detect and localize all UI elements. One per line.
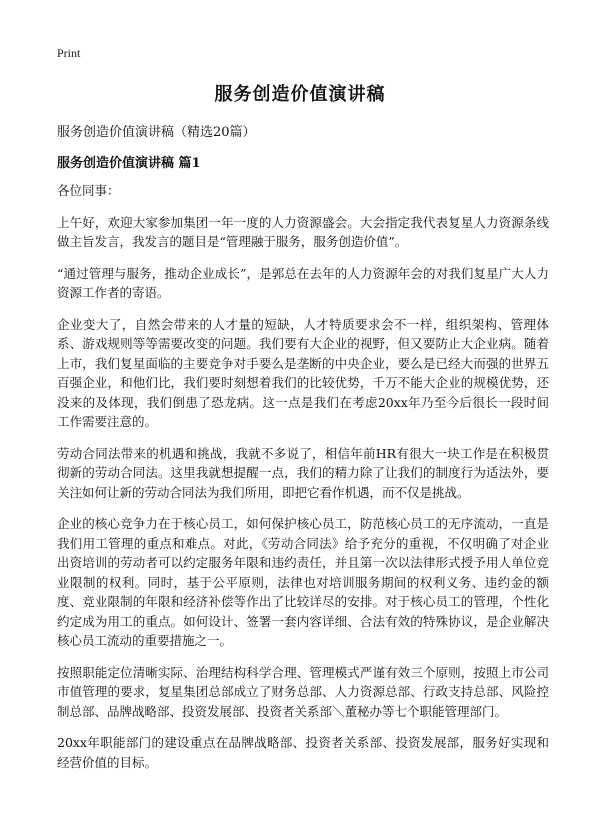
paragraph: 20xx年职能部门的建设重点在品牌战略部、投资者关系部、投资发展部，服务好实现和经营价值的目标。 (57, 735, 549, 770)
paragraph: 上午好，欢迎大家参加集团一年一度的人力资源盛会。大会指定我代表复星人力资源条线做主旨发言，我发言的题目是“管理融于服务，服务创造价值”。 (57, 214, 549, 249)
paragraph: 按照职能定位清晰实际、治理结构科学合理、管理模式严谨有效三个原则，按照上市公司市值管理的要求，复星集团总部成立了财务总部、人力资源总部、行政支持总部、风险控制总部、品牌战略部、投资发展部、投资者关系部＼董秘办等七个职能管理部门。 (57, 664, 549, 719)
paragraph: 企业变大了，自然会带来的人才量的短缺，人才特质要求会不一样，组织架构、管理体系、游戏规则等等需要改变的问题。我们要有大企业的视野，但又要防止大企业病。随着上市，我们复星面临的主要竞争对手要么是垄断的中央企业，要么是已经大而强的世界五百强企业，和他们比，我们要时刻想着我们的比较优势，千万不能大企业的规模优势，还没来的及体现，我们倒患了恐龙病。这一点是我们在考虑20xx年乃至今后很长一段时间工作需要注意的。 (57, 316, 549, 429)
paragraph: 劳动合同法带来的机遇和挑战，我就不多说了，相信年前HR有很大一块工作是在积极贯彻新的劳动合同法。这里我就想提醒一点，我们的精力除了让我们的制度行为适法外，要关注如何让新的劳动合同法为我们所用，即把它看作机遇，而不仅是挑战。 (57, 445, 549, 500)
print-link[interactable]: Print (57, 46, 81, 60)
page-title: 服务创造价值演讲稿 (214, 84, 386, 105)
document-subtitle: 服务创造价值演讲稿（精选20篇） (57, 125, 256, 140)
paragraph-greeting: 各位同事： (57, 183, 120, 198)
section-heading: 服务创造价值演讲稿 篇1 (57, 156, 201, 171)
paragraph: “通过管理与服务，推动企业成长”，是郭总在去年的人力资源年会的对我们复星广大人力资源工作者的寄语。 (57, 265, 549, 300)
body-text (57, 181, 549, 784)
paragraph: 企业的核心竞争力在于核心员工，如何保护核心员工，防范核心员工的无序流动，一直是我们用工管理的重点和难点。对此，《劳动合同法》给予充分的重视，不仅明确了对企业出资培训的劳动者可以约定服务年限和违约责任，并且第一次以法律形式授予用人单位竞业限制的权利。同时，基于公平原则，法律也对培训服务期间的权利义务、违约金的额度、竞业限制的年限和经济补偿等作出了比较详尽的安排。对于核心员工的管理，个性化约定成为用工的重点。如何设计、签署一套内容详细、合法有效的特殊协议，是企业解决核心员工流动的重要措施之一。 (57, 516, 549, 648)
